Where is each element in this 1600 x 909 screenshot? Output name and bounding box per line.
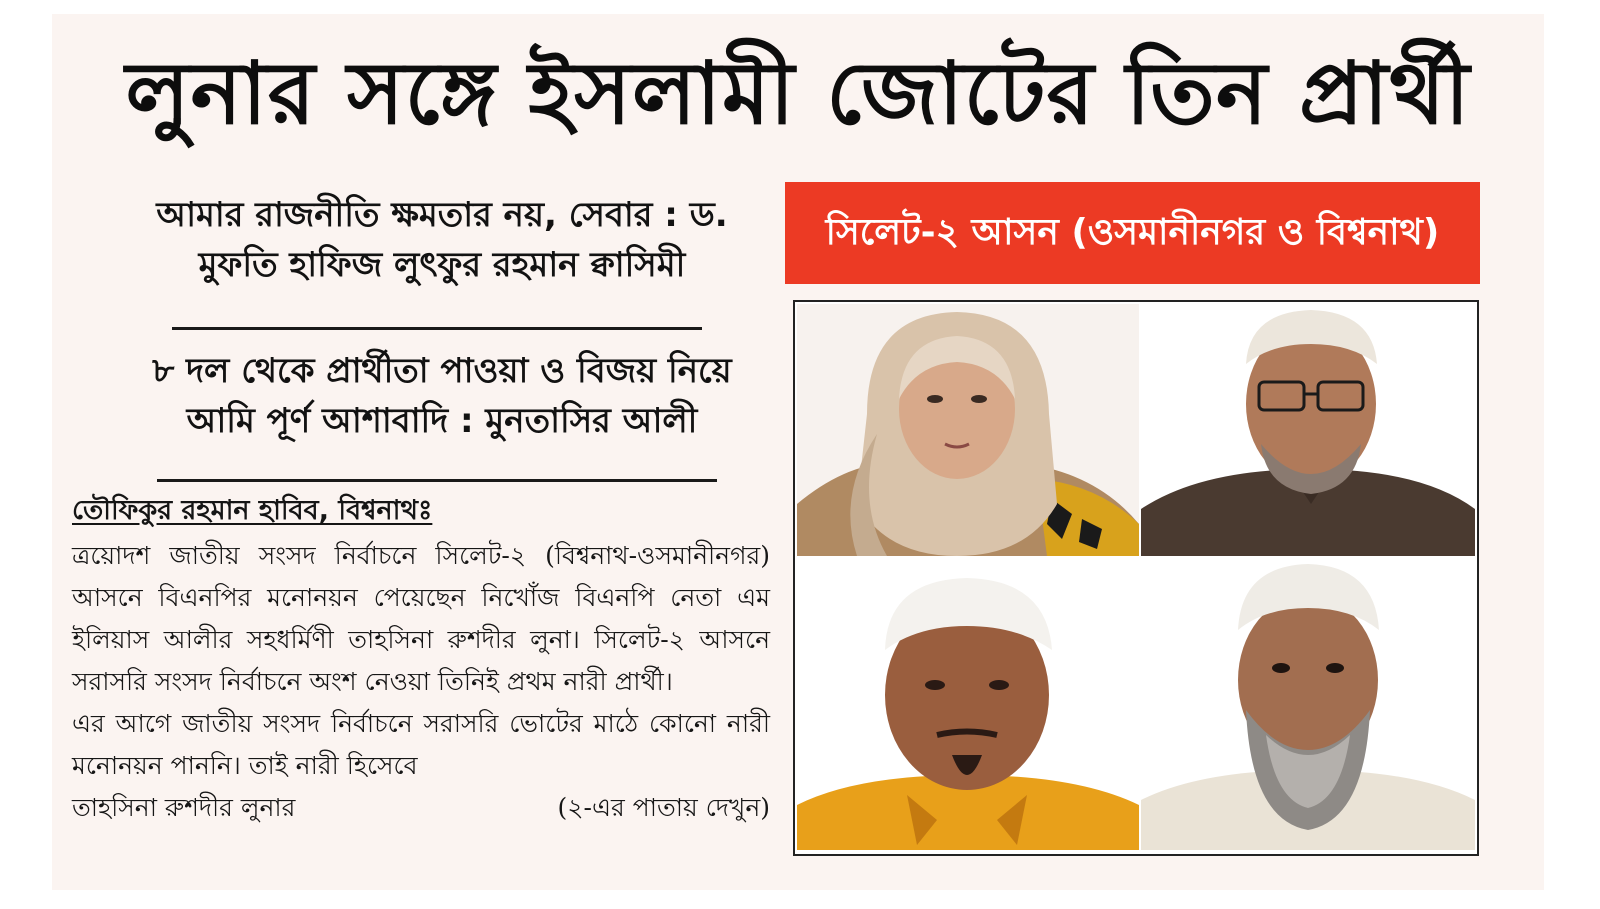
divider-rule bbox=[157, 479, 717, 482]
subhead-1-line-1: আমার রাজনীতি ক্ষমতার নয়, সেবার : ড. bbox=[156, 195, 728, 235]
candidate-photo bbox=[1141, 304, 1475, 556]
candidate-photo-grid bbox=[793, 300, 1479, 856]
article-body bbox=[72, 535, 770, 829]
article-last-text: তাহসিনা রুশদীর লুনার bbox=[72, 793, 296, 822]
subhead-1-line-2: মুফতি হাফিজ লুৎফুর রহমান ক্বাসিমী bbox=[198, 245, 686, 285]
subhead-1 bbox=[92, 190, 792, 290]
woman-portrait-icon bbox=[797, 304, 1139, 556]
newspaper-clipping bbox=[52, 14, 1544, 890]
article-paragraph-2: এর আগে জাতীয় সংসদ নির্বাচনে সরাসরি ভোটের মাঠে কোনো নারী মনোনয়ন পাননি। তাই নারী হিসেবে bbox=[72, 709, 770, 780]
man-portrait-icon bbox=[1141, 304, 1475, 556]
continued-note: (২-এর পাতায় দেখুন) bbox=[557, 793, 770, 822]
candidate-photo bbox=[797, 560, 1139, 850]
subhead-2 bbox=[92, 346, 792, 446]
candidate-photo bbox=[1141, 560, 1475, 850]
constituency-banner: সিলেট-২ আসন (ওসমানীনগর ও বিশ্বনাথ) bbox=[785, 182, 1480, 284]
headline: লুনার সঙ্গে ইসলামী জোটের তিন প্রার্থী bbox=[125, 44, 1471, 144]
divider-rule bbox=[172, 327, 702, 330]
article-paragraph-1: ত্রয়োদশ জাতীয় সংসদ নির্বাচনে সিলেট-২ (বিশ্বনাথ-ওসমানীনগর) আসনে বিএনপির মনোনয়ন পেয়েছেন নিখোঁজ বিএনপি নেতা এম ইলিয়াস আলীর সহধর্মিণী তাহসিনা রুশদীর লুনা। সিলেট-২ আসনে সরাসরি সংসদ নির্বাচনে অংশ নেওয়া তিনিই প্রথম নারী প্রার্থী। bbox=[72, 541, 770, 696]
man-portrait-icon bbox=[797, 560, 1139, 850]
man-portrait-icon bbox=[1141, 560, 1475, 850]
subhead-2-line-1: ৮ দল থেকে প্রার্থীতা পাওয়া ও বিজয় নিয়ে bbox=[152, 351, 732, 391]
candidate-photo bbox=[797, 304, 1139, 556]
byline: তৌফিকুর রহমান হাবিব, বিশ্বনাথঃ bbox=[72, 495, 433, 526]
article-last-line bbox=[72, 787, 770, 829]
subhead-2-line-2: আমি পূর্ণ আশাবাদি : মুনতাসির আলী bbox=[186, 401, 698, 441]
